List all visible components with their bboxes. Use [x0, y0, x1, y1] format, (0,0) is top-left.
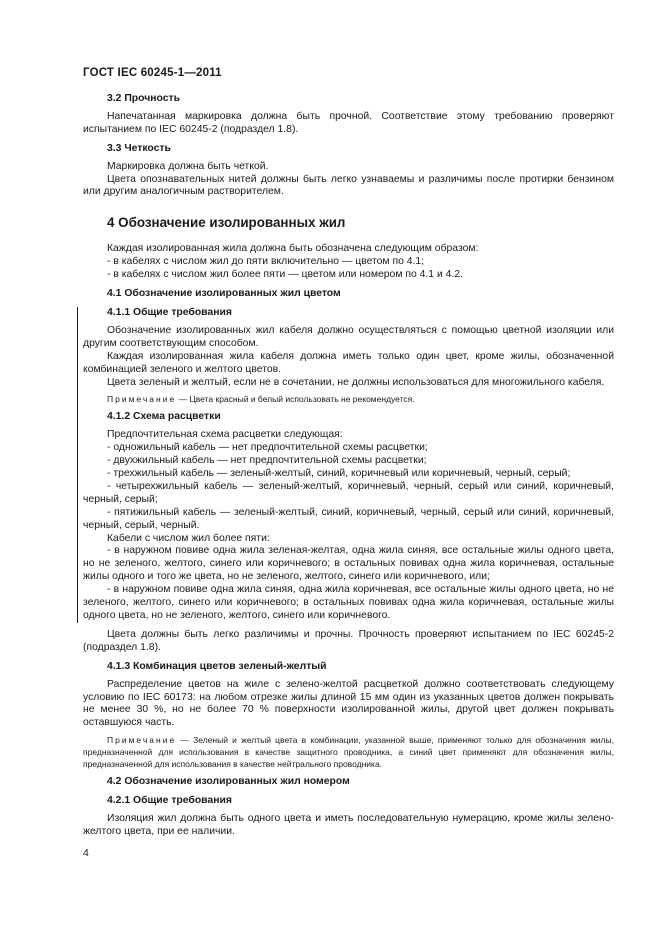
- note-label: Примечание: [107, 735, 177, 746]
- section-4-heading: 4 Обозначение изолированных жил: [107, 215, 346, 231]
- revision-bar-block: [77, 307, 614, 623]
- section-4-1-heading: 4.1 Обозначение изолированных жил цветом: [107, 288, 341, 300]
- page-number: 4: [83, 847, 89, 859]
- section-3-2-heading: 3.2 Прочность: [107, 93, 181, 104]
- standard-header: ГОСТ IEC 60245-1—2011: [83, 67, 222, 79]
- list-item: - четырехжильный кабель — зеленый-желтый, коричневый, черный, серый или синий, коричневый, черный, серый;: [83, 480, 614, 505]
- document-body: [83, 93, 614, 839]
- section-3-3-p1: Маркировка должна быть четкой.: [107, 160, 269, 172]
- note-text: — Зеленый и желтый цвета в комбинации, указанной выше, применяют только для обозначения жилы, предназначенной для использования в качестве защитного проводника, а синий цвет применяют для обозначения жилы, предназначенной для использования в качестве нейтрального проводника.: [83, 735, 614, 770]
- list-item: - трехжильный кабель — зеленый-желтый, синий, коричневый или коричневый, черный, серый;: [107, 468, 571, 480]
- section-4-2-1-p1: Изоляция жил должна быть одного цвета и иметь последовательную нумерацию, кроме жилы зелено-желтого цвета, при ее наличии.: [83, 813, 614, 837]
- section-4-1-2-heading: 4.1.2 Схема расцветки: [107, 411, 221, 423]
- section-3-2-text: Напечатанная маркировка должна быть прочной. Соответствие этому требованию проверяют испытанием по IEC 60245-2 (подраздел 1.8).: [83, 110, 614, 135]
- note-label: Примечание: [107, 394, 177, 405]
- list-item: - в кабелях с числом жил более пяти — цветом или номером по 4.1 и 4.2.: [107, 269, 463, 281]
- section-4-1-1-p3: Цвета зеленый и желтый, если не в сочетании, не должны использоваться для многожильного кабеля.: [107, 376, 605, 388]
- section-4-2-heading: 4.2 Обозначение изолированных жил номером: [107, 776, 350, 788]
- section-4-1-2-more-intro: Кабели с числом жил более пяти:: [107, 532, 270, 544]
- section-4-1-1-p1: Обозначение изолированных жил кабеля должно осуществляться с помощью цветной изоляции или другим соответствующим способом.: [83, 324, 614, 349]
- list-item: - в наружном повиве одна жила зеленая-желтая, одна жила синяя, все остальные жилы одного цвета, но не зеленого, желтого, синего или коричневого; в остальных повивах одна жила коричневая, остальные жилы одного и того же цвета, но не зеленого, желтого, синего или коричневого, или;: [83, 545, 614, 583]
- section-4-1-1-heading: 4.1.1 Общие требования: [107, 306, 232, 318]
- section-3-3-p2: Цвета опознавательных нитей должны быть легко узнаваемы и различимы после протирки бензином или другим аналогичным растворителем.: [83, 173, 614, 198]
- section-4-2-1-heading: 4.2.1 Общие требования: [107, 795, 232, 807]
- section-4-1-2-intro: Предпочтительная схема расцветки следующая:: [107, 429, 343, 441]
- section-4-1-2-after: Цвета должны быть легко различимы и прочны. Прочность проверяют испытанием по IEC 60245-2 (подраздел 1.8).: [83, 628, 614, 653]
- section-4-1-1-note: [83, 393, 614, 405]
- section-4-1-3-note: [83, 734, 614, 770]
- section-4-1-1-p2: Каждая изолированная жила кабеля должна иметь только один цвет, кроме жилы, обозначенной комбинацией зеленого и желтого цветов.: [83, 350, 614, 375]
- section-3-3-heading: 3.3 Четкость: [107, 142, 171, 154]
- list-item: - одножильный кабель — нет предпочтительной схемы расцветки;: [107, 442, 428, 454]
- list-item: - в кабелях с числом жил до пяти включительно — цветом по 4.1;: [107, 256, 425, 268]
- list-item: - в наружном повиве одна жила синяя, одна жила коричневая, все остальные жилы одного цвета, но не зеленого, желтого, синего или коричневого; в остальных повивах одна жила коричневая, остальные жилы одного цвета, но не зеленого, желтого, синего или коричневого.: [83, 584, 614, 621]
- list-item: - двухжильный кабель — нет предпочтительной схемы расцветки;: [107, 455, 427, 467]
- list-item: - пятижильный кабель — зеленый-желтый, синий, коричневый, черный, серый или синий, коричневый, черный, серый, черный.: [83, 506, 614, 531]
- note-text: — Цвета красный и белый использовать не рекомендуется.: [178, 394, 415, 405]
- section-4-1-3-p1: Распределение цветов на жиле с зелено-желтой расцветкой должно соответствовать следующему условию по IEC 60173: на любом отрезке жилы длиной 15 мм один из указанных цветов должен покрывать не менее 30 %, но не более 70 % поверхности изолированной жилы, другой цвет должен покрывать оставшуюся часть.: [83, 678, 614, 729]
- section-4-intro: Каждая изолированная жила должна быть обозначена следующим образом:: [107, 243, 479, 255]
- section-4-1-3-heading: 4.1.3 Комбинация цветов зеленый-желтый: [107, 660, 327, 672]
